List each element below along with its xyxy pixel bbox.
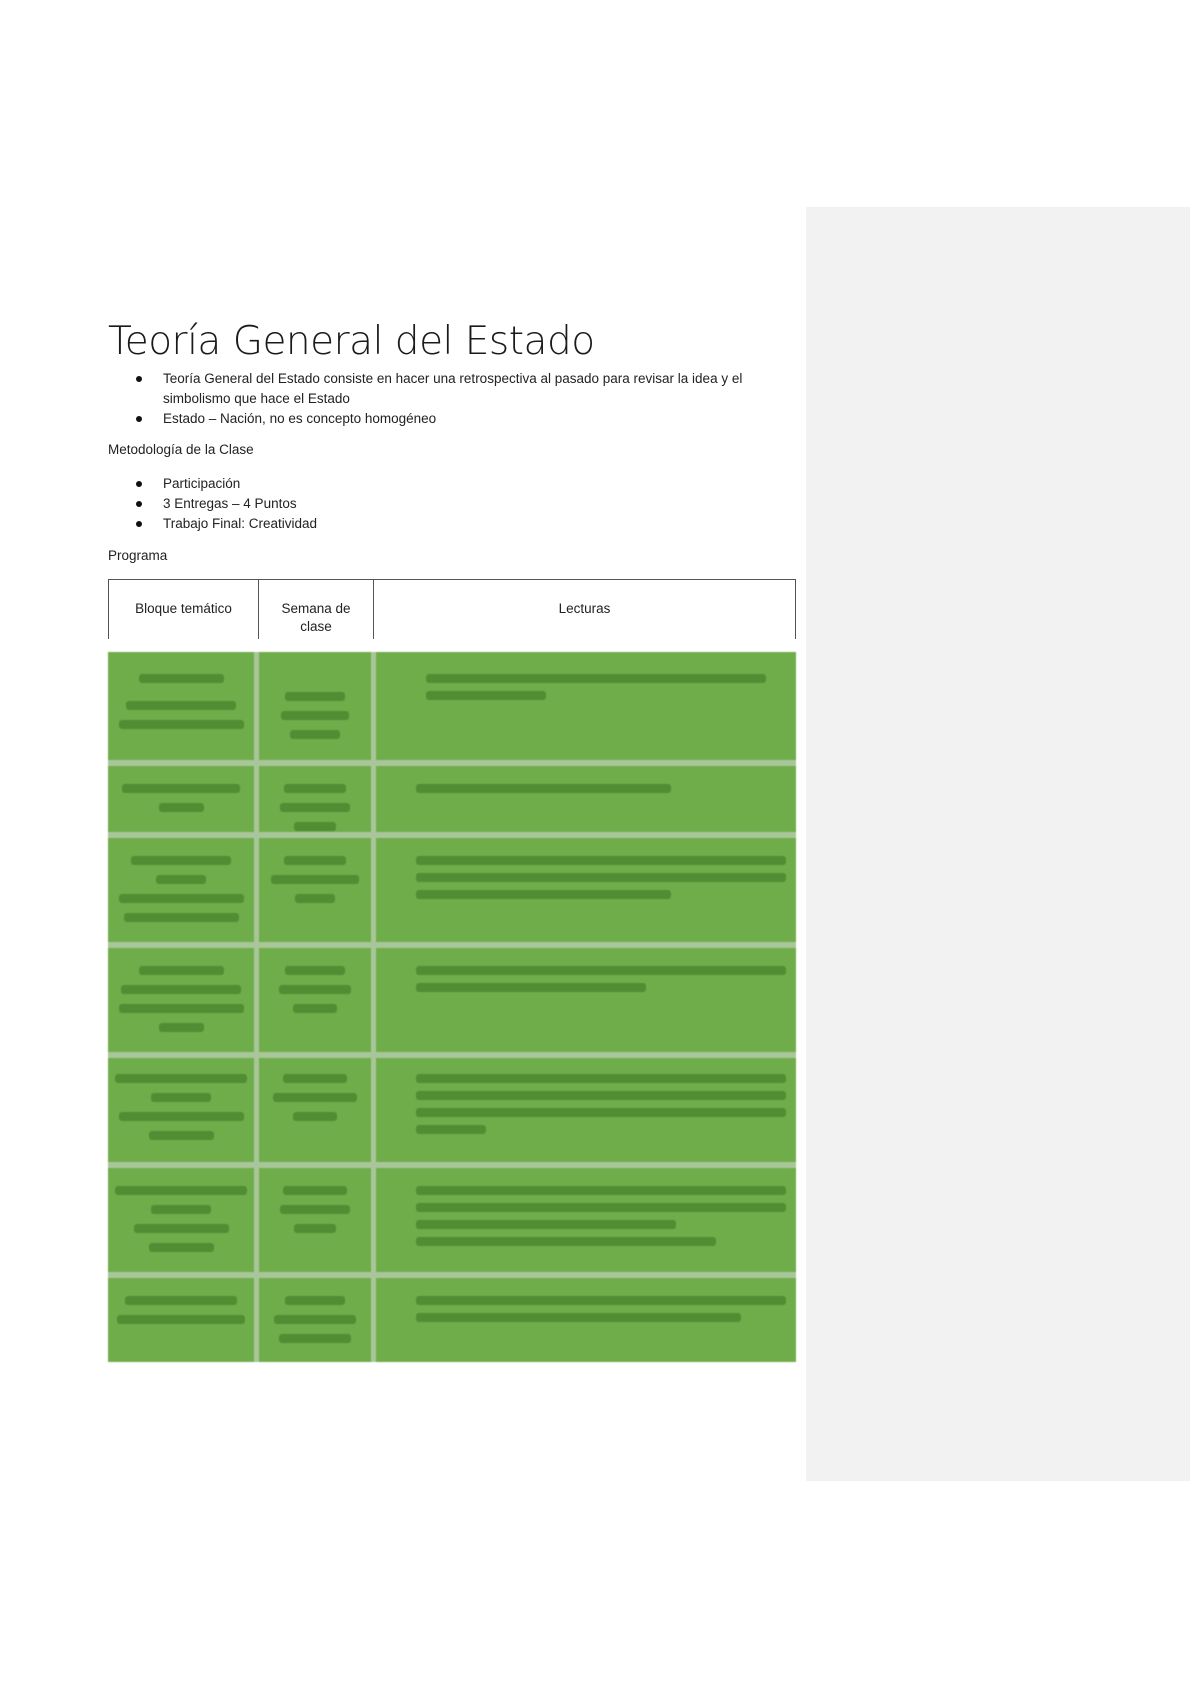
table-row [108, 1274, 796, 1362]
program-table-header [108, 579, 796, 639]
list-item: Participación [108, 474, 768, 494]
list-item: 3 Entregas – 4 Puntos [108, 494, 768, 514]
table-row [108, 834, 796, 948]
list-item: Trabajo Final: Creatividad [108, 514, 768, 534]
column-header-bloque: Bloque temático [109, 580, 259, 639]
table-row [108, 762, 796, 838]
column-header-lecturas: Lecturas [558, 601, 611, 616]
comments-sidebar [806, 207, 1190, 1481]
table-row [108, 1164, 796, 1278]
list-item: Teoría General del Estado consiste en hacer una retrospectiva al pasado para revisar la idea y el simbolismo que hace el Estado [108, 369, 768, 409]
table-row [108, 1054, 796, 1168]
table-row [108, 944, 796, 1058]
methodology-list [108, 474, 768, 534]
list-item: Estado – Nación, no es concepto homogéneo [108, 409, 768, 429]
column-header-semana: Semana de clase [259, 580, 374, 639]
methodology-heading: Metodología de la Clase [108, 442, 254, 457]
program-heading: Programa [108, 548, 168, 563]
table-row [108, 652, 796, 766]
page-title: Teoría General del Estado [108, 319, 595, 364]
intro-list [108, 369, 768, 429]
blurred-table-body [108, 652, 796, 1362]
